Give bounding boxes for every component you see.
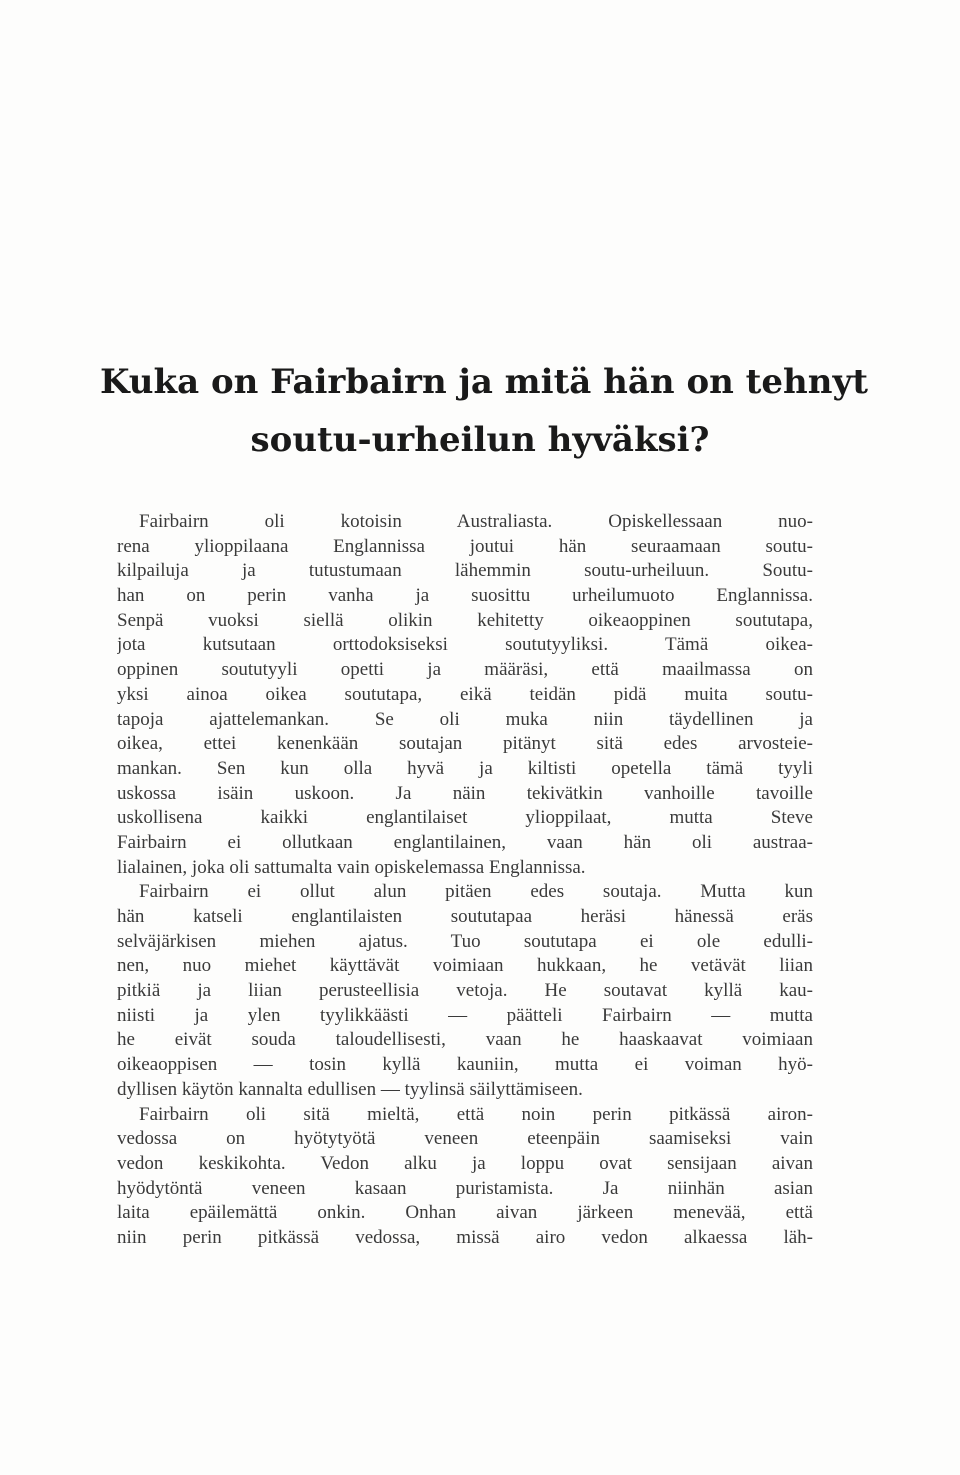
- text-line: uskossa isäin uskoon. Ja näin tekivätkin vanhoille tavoille: [117, 782, 813, 804]
- text-line: Fairbairn oli kotoisin Australiasta. Opiskellessaan nuo-: [139, 511, 813, 532]
- text-line: he eivät souda taloudellisesti, vaan he haaskaavat voimiaan: [117, 1029, 813, 1051]
- text-line: hän katseli englantilaisten soututapaa heräsi hänessä eräs: [117, 906, 813, 927]
- text-line: Fairbairn oli sitä mieltä, että noin perin pitkässä airon-: [139, 1103, 813, 1125]
- text-line: oikeaoppisen — tosin kyllä kauniin, mutta ei voiman hyö-: [117, 1054, 813, 1076]
- text-line: vedossa on hyötytyötä veneen eteenpäin saamiseksi vain: [117, 1128, 813, 1150]
- text-line: mankan. Sen kun olla hyvä ja kiltisti opetella tämä tyyli: [117, 757, 813, 779]
- text-line: rena ylioppilaana Englannissa joutui hän seuraamaan soutu-: [117, 535, 813, 557]
- text-line: jota kutsutaan orttodoksiseksi soututyyliksi. Tämä oikea-: [117, 634, 813, 656]
- text-line: tapoja ajattelemankan. Se oli muka niin täydellinen ja: [117, 708, 813, 730]
- text-line: Fairbairn ei ollut alun pitäen edes soutaja. Mutta kun: [139, 881, 813, 903]
- text-line: niisti ja ylen tyylikkäästi — päätteli Fairbairn — mutta: [117, 1004, 813, 1026]
- body-text: [117, 510, 813, 1251]
- paragraph-2: [117, 880, 813, 1102]
- text-line: han on perin vanha ja suosittu urheilumuoto Englannissa.: [117, 585, 813, 607]
- text-line: oikea, ettei kenenkään soutajan pitänyt sitä edes arvosteie-: [117, 733, 813, 755]
- paragraph-3: [117, 1103, 813, 1251]
- text-line: uskollisena kaikki englantilaiset ylioppilaat, mutta Steve: [117, 807, 813, 829]
- text-line: Fairbairn ei ollutkaan englantilainen, vaan hän oli austraa-: [117, 831, 813, 853]
- text-line: laita epäilemättä onkin. Onhan aivan järkeen menevää, että: [117, 1202, 813, 1224]
- text-line: dyllisen käytön kannalta edullisen — tyylinsä säilyttämiseen.: [117, 1078, 583, 1100]
- text-line: kilpailuja ja tutustumaan lähemmin soutu-urheiluun. Soutu-: [117, 560, 813, 582]
- text-line: lialainen, joka oli sattumalta vain opiskelemassa Englannissa.: [117, 856, 586, 878]
- text-line: nen, nuo miehet käyttävät voimiaan hukkaan, he vetävät liian: [117, 955, 813, 977]
- chapter-title-line-2: soutu-urheilun hyväksi?: [250, 420, 710, 460]
- text-line: Senpä vuoksi siellä olikin kehitetty oikeaoppinen soututapa,: [117, 609, 813, 631]
- text-line: selväjärkisen miehen ajatus. Tuo soututapa ei ole edulli-: [117, 930, 813, 952]
- text-line: oppinen soututyyli opetti ja määräsi, että maailmassa on: [117, 659, 813, 681]
- text-line: pitkiä ja liian perusteellisia vetoja. He soutavat kyllä kau-: [117, 980, 813, 1002]
- text-line: yksi ainoa oikea soututapa, eikä teidän pidä muita soutu-: [117, 683, 813, 705]
- chapter-title-line-1: Kuka on Fairbairn ja mitä hän on tehnyt: [100, 362, 868, 402]
- paragraph-1: [117, 510, 813, 880]
- text-line: vedon keskikohta. Vedon alku ja loppu ovat sensijaan aivan: [117, 1152, 813, 1174]
- text-line: niin perin pitkässä vedossa, missä airo vedon alkaessa läh-: [117, 1226, 813, 1248]
- text-line: hyödytöntä veneen kasaan puristamista. Ja niinhän asian: [117, 1177, 813, 1199]
